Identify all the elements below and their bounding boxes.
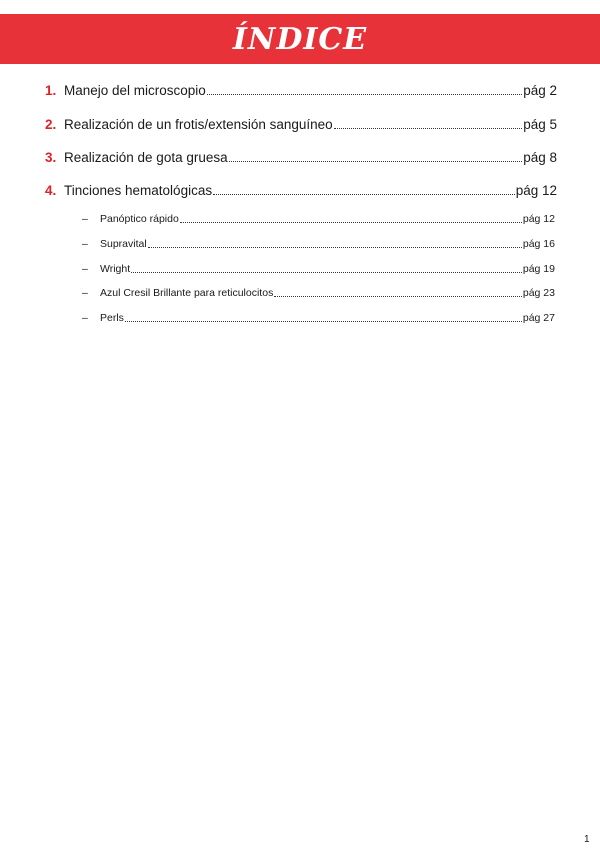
toc-entry-number: 3. [45, 150, 57, 165]
toc-subentry-2[interactable] [82, 238, 555, 250]
footer-page-number: 1 [584, 834, 590, 845]
toc-subentry-dash: – [82, 238, 88, 250]
toc-subentry-title: Perls [100, 312, 124, 324]
toc-entry-page: pág 12 [515, 183, 557, 198]
toc-subentry-3[interactable] [82, 263, 555, 275]
toc-entry-1[interactable] [45, 83, 557, 98]
toc-leader-dots [229, 160, 523, 162]
toc-leader-dots [274, 295, 522, 297]
toc-entry-page: pág 5 [523, 117, 557, 132]
toc-leader-dots [213, 193, 515, 195]
toc-leader-dots [207, 93, 522, 95]
toc-subentry-page: pág 23 [522, 287, 555, 299]
toc-leader-dots [131, 271, 522, 273]
toc-subentry-dash: – [82, 213, 88, 225]
header-banner [0, 14, 600, 64]
toc-leader-dots [148, 246, 522, 248]
toc-subentry-dash: – [82, 312, 88, 324]
toc-subentry-dash: – [82, 263, 88, 275]
toc-entry-page: pág 8 [523, 150, 557, 165]
toc-subentry-title: Supravital [100, 238, 147, 250]
toc-entry-title: Tinciones hematológicas [64, 183, 213, 198]
toc-entry-title: Realización de gota gruesa [64, 150, 228, 165]
toc-entry-number: 4. [45, 183, 57, 198]
toc-subentry-dash: – [82, 287, 88, 299]
toc-subentry-4[interactable] [82, 287, 555, 299]
toc-leader-dots [334, 127, 523, 129]
toc-entry-title: Manejo del microscopio [64, 83, 206, 98]
toc-entry-number: 1. [45, 83, 57, 98]
toc-subentry-1[interactable] [82, 213, 555, 225]
toc-subentry-title: Wright [100, 263, 131, 275]
toc-entry-2[interactable] [45, 117, 557, 132]
toc-subentry-page: pág 27 [522, 312, 555, 324]
toc-entry-4[interactable] [45, 183, 557, 198]
toc-entry-title: Realización de un frotis/extensión sanguíneo [64, 117, 333, 132]
toc-subentry-page: pág 16 [522, 238, 555, 250]
toc-subentry-page: pág 12 [522, 213, 555, 225]
toc-entry-3[interactable] [45, 150, 557, 165]
toc-subentry-page: pág 19 [522, 263, 555, 275]
toc-subentry-title: Azul Cresil Brillante para reticulocitos [100, 287, 274, 299]
toc-leader-dots [180, 221, 522, 223]
toc-subentry-5[interactable] [82, 312, 555, 324]
toc-entry-page: pág 2 [523, 83, 557, 98]
page-title: ÍNDICE [232, 21, 368, 57]
toc-leader-dots [125, 320, 522, 322]
toc-entry-number: 2. [45, 117, 57, 132]
toc-subentry-title: Panóptico rápido [100, 213, 179, 225]
